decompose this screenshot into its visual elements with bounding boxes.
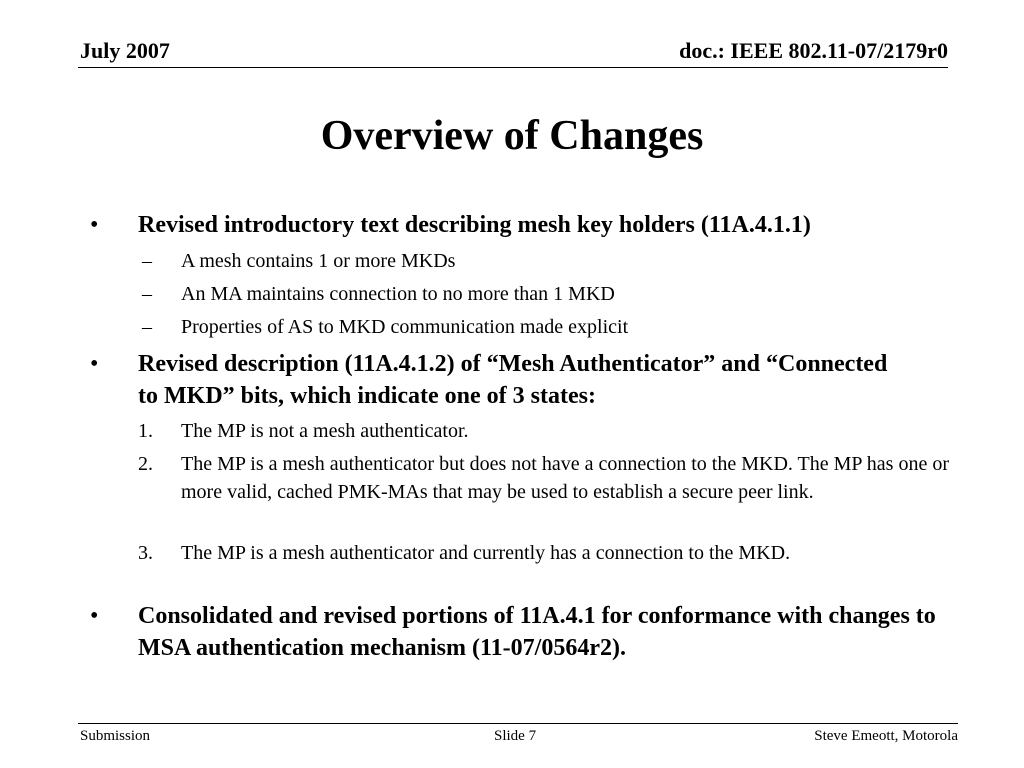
number-marker: 3. [138,542,153,564]
bullet-text: Consolidated and revised portions of 11A.4.1 for conformance with changes to MSA authentication mechanism (11-07/0564r2). [138,603,936,661]
numbered-text: The MP is not a mesh authenticator. [181,420,469,442]
number-marker: 2. [138,453,153,475]
sub-bullet-text: Properties of AS to MKD communication made explicit [181,316,629,338]
numbered-text: The MP is a mesh authenticator but does not have a connection to the MKD. The MP has one or more valid, cached PMK-MAs that may be used to establish a secure peer link. [181,453,949,503]
dash-marker: – [142,283,152,305]
sub-bullet-text: An MA maintains connection to no more than 1 MKD [181,283,615,305]
number-marker: 1. [138,420,153,442]
dash-marker: – [142,250,152,272]
sub-bullet-text: A mesh contains 1 or more MKDs [181,250,456,272]
footer-author: Steve Emeott, Motorola [814,728,958,744]
header-date: July 2007 [80,38,170,63]
bullet-text: Revised description (11A.4.1.2) of “Mesh Authenticator” and “Connected to MKD” bits, which indicate one of 3 states: [138,351,888,409]
dash-marker: – [142,316,152,338]
footer-submission: Submission [80,728,151,744]
bullet-text: Revised introductory text describing mesh key holders (11A.4.1.1) [138,212,811,238]
footer-divider [78,723,958,724]
header-doc-id: doc.: IEEE 802.11-07/2179r0 [679,38,948,63]
slide-title: Overview of Changes [320,113,704,159]
numbered-text: The MP is a mesh authenticator and currently has a connection to the MKD. [181,542,791,564]
bullet-marker: • [90,212,99,238]
bullet-marker: • [90,603,99,629]
bullet-marker: • [90,351,99,377]
footer-slide-number: Slide 7 [494,728,537,744]
